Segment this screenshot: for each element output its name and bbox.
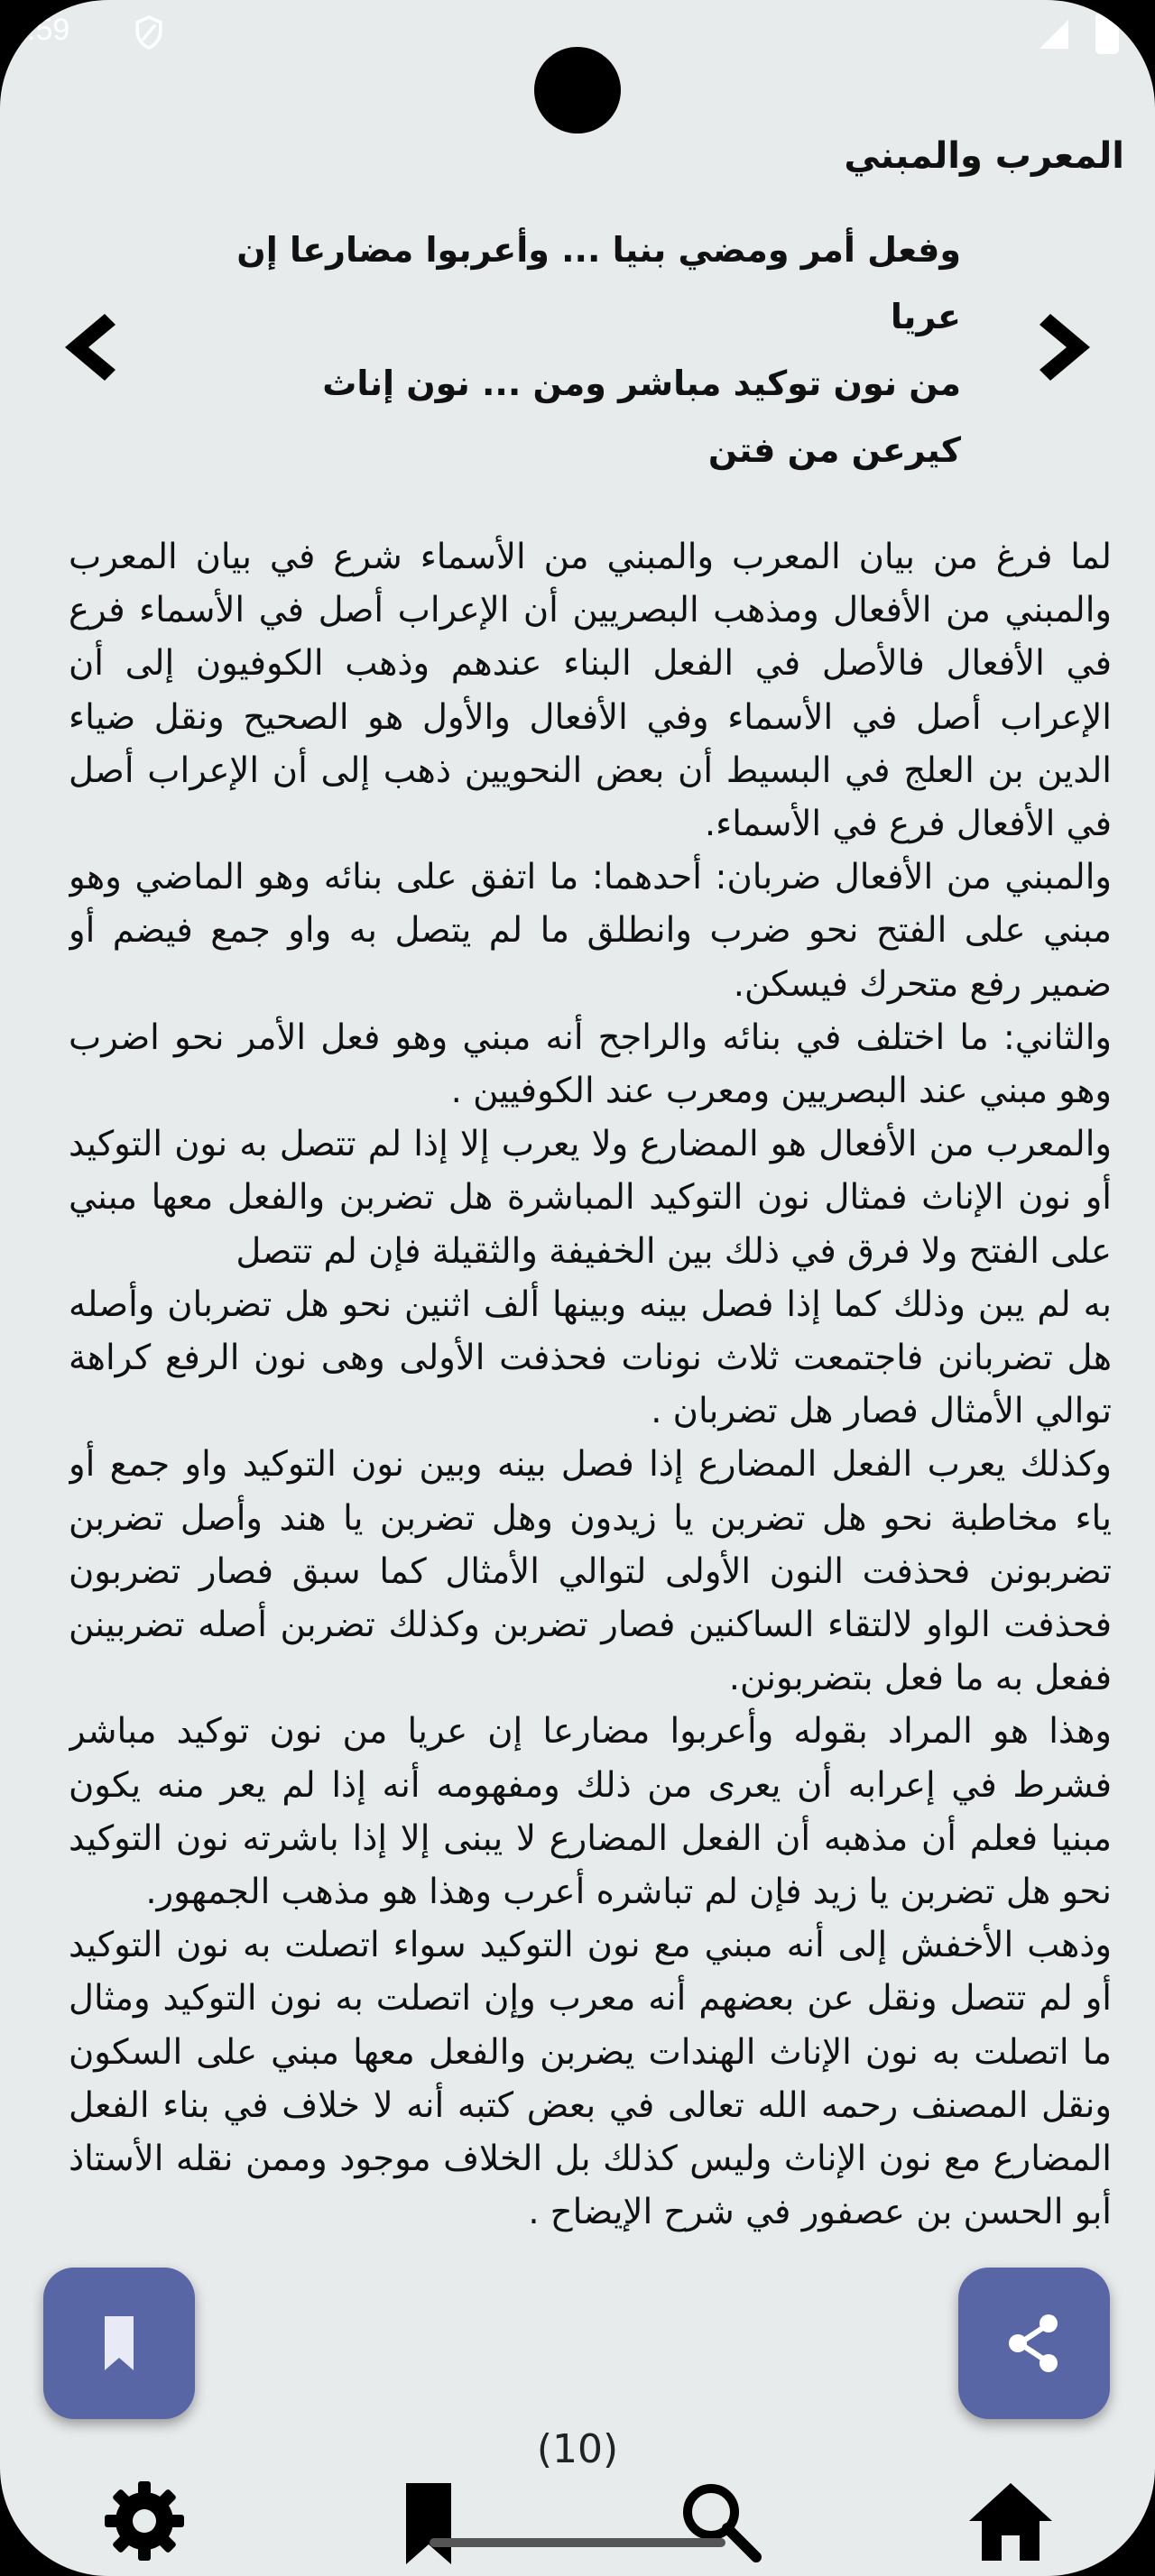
share-button[interactable] xyxy=(958,2268,1110,2419)
gear-icon[interactable] xyxy=(99,2476,189,2566)
signal-icon xyxy=(1036,16,1072,52)
chevron-left-icon[interactable] xyxy=(43,307,125,388)
page-number: (10) xyxy=(536,2426,619,2472)
shield-icon xyxy=(134,14,164,51)
paragraph: لما فرغ من بيان المعرب والمبني من الأسماء شرع في بيان المعرب والمبني من الأفعال ومذهب البصريين أن الإعراب أصل في الأسماء فرع في الأفعال فالأصل في الفعل البناء عندهم وذهب الكوفيون إلى أن الإعراب أصل في الأسماء وفي الأفعال والأول هو الصحيح ونقل ضياء الدين بن العلج في البسيط أن بعض النحويين ذهب إلى أن الإعراب أصل في الأفعال فرع في الأسماء. xyxy=(69,537,1112,845)
verse-text xyxy=(176,216,961,483)
bottom-navigation xyxy=(0,2426,1155,2576)
chapter-title: المعرب والمبني xyxy=(844,135,1124,177)
verse-line: من نون توكيد مباشر ومن ... نون إناث xyxy=(322,363,961,403)
camera-cutout xyxy=(534,47,621,133)
verse-line: كيرعن من فتن xyxy=(707,430,961,470)
status-time: :59 xyxy=(27,13,70,47)
commentary-text xyxy=(69,530,1112,2433)
paragraph: والثاني: ما اختلف في بنائه والراجح أنه مبني وهو فعل الأمر نحو اضرب وهو مبني عند البصريين ومعرب عند الكوفيين . xyxy=(69,1017,1112,1112)
battery-icon xyxy=(1095,13,1119,54)
search-icon[interactable] xyxy=(675,2476,765,2566)
paragraph: وذهب الأخفش إلى أنه مبني مع نون التوكيد سواء اتصلت به نون التوكيد أو لم تتصل ونقل عن بعضهم أنه معرب وإن اتصلت به نون التوكيد ومثال ما اتصلت به نون الإناث الهندات يضربن والفعل معها مبني على السكون ونقل المصنف رحمه الله تعالى في بعض كتبه أنه لا خلاف في بناء الفعل المضارع مع نون الإناث وليس كذلك بل الخلاف موجود وممن نقله الأستاذ أبو الحسن بن عصفور في شرح الإيضاح . xyxy=(69,1925,1112,2233)
bookmark-icon xyxy=(83,2307,155,2379)
share-icon xyxy=(998,2307,1070,2379)
chevron-right-icon[interactable] xyxy=(1030,307,1112,388)
paragraph: به لم يبن وذلك كما إذا فصل بينه وبينها ألف اثنين نحو هل تضربان وأصله هل تضربانن فاجتمعت ثلاث نونات فحذفت الأولى وهى نون الرفع كراهة توالي الأمثال فصار هل تضربان . xyxy=(69,1283,1112,1432)
paragraph: وهذا هو المراد بقوله وأعربوا مضارعا إن عريا من نون توكيد مباشر فشرط في إعرابه أن يعرى من ذلك ومفهومه أنه إذا لم يعر منه يكون مبنيا فعلم أن مذهبه أن الفعل المضارع لا يبنى إلا إذا باشرته نون التوكيد نحو هل تضربن يا زيد فإن لم تباشره أعرب وهذا هو مذهب الجمهور. xyxy=(69,1711,1112,1913)
bookmarks-icon[interactable] xyxy=(388,2476,478,2566)
verse-line: وفعل أمر ومضي بنيا ... وأعربوا مضارعا إن xyxy=(236,230,961,270)
paragraph: والمبني من الأفعال ضربان: أحدهما: ما اتفق على بنائه وهو الماضي وهو مبني على الفتح نحو ضرب وانطلق ما لم يتصل به واو جمع فيضم أو ضمير رفع متحرك فيسكن. xyxy=(69,857,1112,1005)
gesture-bar xyxy=(430,2538,725,2547)
paragraph: وكذلك يعرب الفعل المضارع إذا فصل بينه وبين نون التوكيد واو جمع أو ياء مخاطبة نحو هل تضربن يا زيدون وهل تضربن يا هند وأصل تضربن تضربونن فحذفت النون الأولى لتوالي الأمثال كما سبق فصار تضربون فحذفت الواو لالتقاء الساكنين فصار تضربن وكذلك تضربن أصله تضربينن ففعل به ما فعل بتضربونن. xyxy=(69,1444,1112,1699)
verse-line: عريا xyxy=(890,297,961,336)
home-icon[interactable] xyxy=(966,2476,1056,2566)
add-bookmark-button[interactable] xyxy=(43,2268,195,2419)
paragraph: والمعرب من الأفعال هو المضارع ولا يعرب إلا إذا لم تتصل به نون التوكيد أو نون الإناث فمثال نون التوكيد المباشرة هل تضربن والفعل معها مبني على الفتح ولا فرق في ذلك بين الخفيفة والثقيلة فإن لم تتصل xyxy=(69,1124,1112,1272)
verse-header xyxy=(0,135,1155,487)
